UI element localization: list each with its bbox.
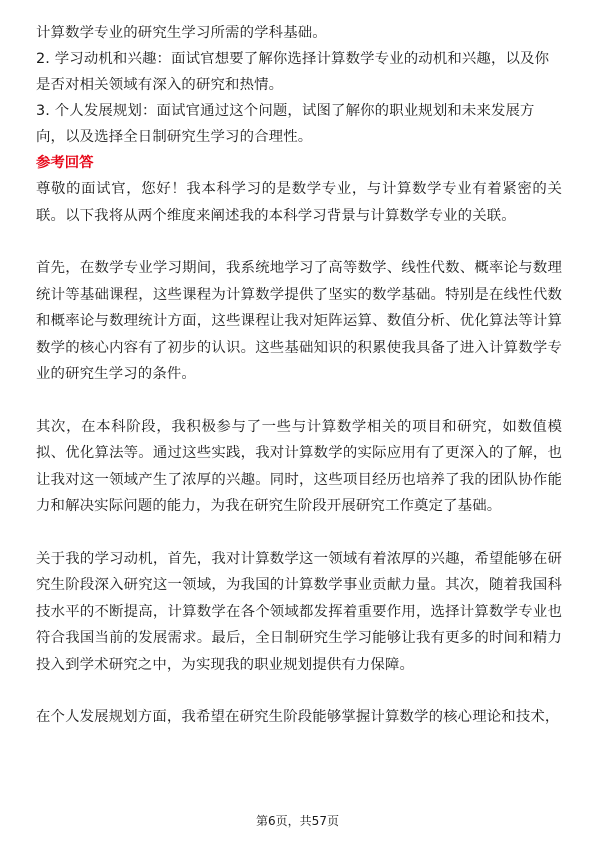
answer-paragraph-motivation: 关于我的学习动机，首先，我对计算数学这一领域有着浓厚的兴趣，希望能够在研究生阶段深入研究这一领域，为我国的计算数学事业贡献力量。其次，随着我国科技水平的不断提高，计算数学在各个领域都发挥着重要作用，选择计算数学专业也符合我国当前的发展需求。最后，全日制研究生学习能够让我有更多的时间和精力投入到学术研究之中，为实现我的职业规划提供有力保障。 (36, 550, 562, 673)
reference-answer-heading: 参考回答 (36, 155, 94, 171)
answer-paragraph-plan: 在个人发展规划方面，我希望在研究生阶段能够掌握计算数学的核心理论和技术， (36, 709, 560, 725)
answer-paragraph-projects: 其次，在本科阶段，我积极参与了一些与计算数学相关的项目和研究，如数值模拟、优化算法等。通过这些实践，我对计算数学的实际应用有了更深入的了解，也让我对这一领域产生了浓厚的兴趣。同时，这些项目经历也培养了我的团队协作能力和解决实际问题的能力，为我在研究生阶段开展研究工作奠定了基础。 (36, 418, 562, 514)
paragraph-gap (36, 678, 562, 704)
page-content (36, 20, 562, 731)
answer-paragraph-intro: 尊敬的面试官，您好！我本科学习的是数学专业，与计算数学专业有着紧密的关联。以下我将从两个维度来阐述我的本科学习背景与计算数学专业的关联。 (36, 181, 562, 224)
paragraph-gap (36, 520, 562, 546)
continued-line: 计算数学专业的研究生学习所需的学科基础。 (36, 25, 327, 41)
answer-paragraph-courses: 首先，在数学专业学习期间，我系统地学习了高等数学、线性代数、概率论与数理统计等基础课程，这些课程为计算数学提供了坚实的数学基础。特别是在线性代数和概率论与数理统计方面，这些课程让我对矩阵运算、数值分析、优化算法等计算数学的核心内容有了初步的认识。这些基础知识的积累使我具备了进入计算数学专业的研究生学习的条件。 (36, 260, 562, 382)
paragraph-gap (36, 229, 562, 255)
page-footer: 第6页，共57页 (256, 814, 339, 828)
list-item-motivation: 2. 学习动机和兴趣：面试官想要了解你选择计算数学专业的动机和兴趣，以及你是否对相关领域有深入的研究和热情。 (36, 51, 550, 93)
list-item-career-plan: 3. 个人发展规划：面试官通过这个问题，试图了解你的职业规划和未来发展方向，以及选择全日制研究生学习的合理性。 (36, 103, 535, 145)
paragraph-gap (36, 388, 562, 414)
